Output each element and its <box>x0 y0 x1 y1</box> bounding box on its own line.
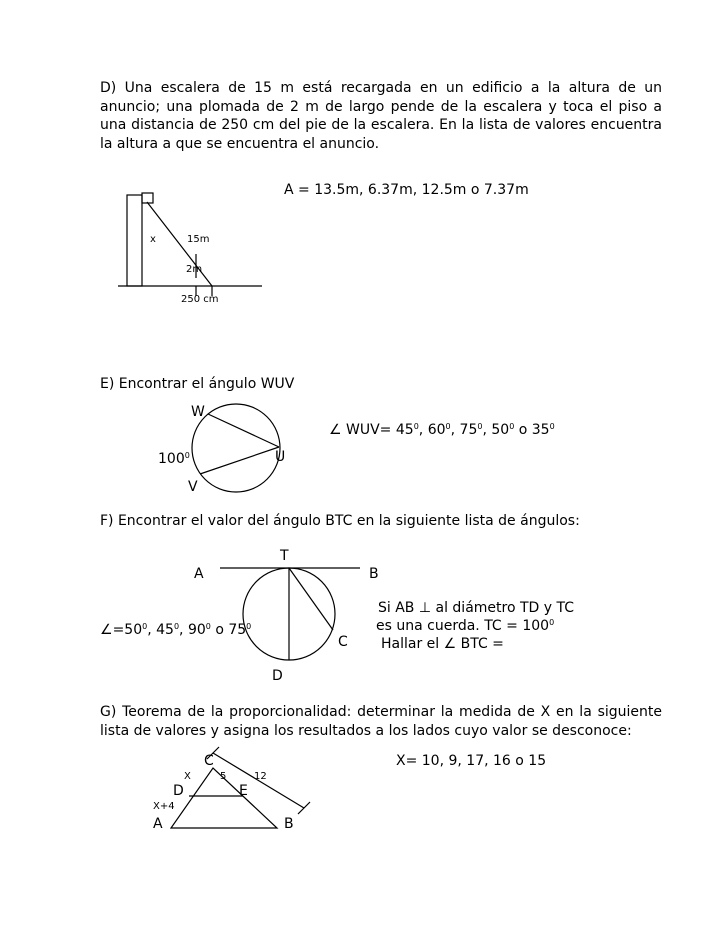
point-u: U <box>275 449 286 465</box>
point-a: A <box>194 566 204 582</box>
point-b: B <box>369 566 379 582</box>
label-distance: 250 cm <box>181 294 219 305</box>
label-plumb-length: 2m <box>186 264 203 275</box>
problem-d-answers: A = 13.5m, 6.37m, 12.5m o 7.37m <box>284 182 529 198</box>
problem-d-statement: D) Una escalera de 15 m está recargada en un edificio a la altura de un anuncio; una plomada de 2 m de largo pende de la escalera y toca el piso a una distancia de 250 cm del pie de la escalera. En la lista de valores encuentra la altura a que se encuentra el anuncio. <box>100 80 662 152</box>
label-ladder-length: 15m <box>187 234 210 245</box>
point-a: A <box>153 816 163 832</box>
point-d: D <box>272 668 283 684</box>
angle-icon: ∠ <box>329 422 342 438</box>
point-c: C <box>204 753 214 769</box>
problem-g-answers: X= 10, 9, 17, 16 o 15 <box>396 753 547 769</box>
condition-line-1: Si AB ⊥ al diámetro TD y TC <box>378 600 575 616</box>
label-x: X <box>184 771 191 782</box>
angle-icon: ∠ <box>100 622 113 638</box>
problem-f-answers: $\angle=50^0$, $45^0$, $90^0$ o $75^0$ <box>100 622 252 638</box>
condition-line-2: es una cuerda. TC = $100^0$ <box>376 618 555 634</box>
condition-line-3: Hallar el ∠ BTC = <box>381 636 504 652</box>
problem-e-statement: E) Encontrar el ángulo WUV <box>100 376 295 392</box>
point-t: T <box>280 548 289 564</box>
problem-e-answers: ∠ $WUV= 45^0$, $60^0$, $75^0$, $50^0$ o $35^0$ <box>329 422 555 438</box>
arc-measure: $100^0$ <box>158 451 190 467</box>
label-5: 5 <box>220 771 227 782</box>
point-d: D <box>173 783 184 799</box>
point-b: B <box>284 816 294 832</box>
label-12: 12 <box>254 771 267 782</box>
problem-g-statement: G) Teorema de la proporcionalidad: determinar la medida de X en la siguiente lista de valores y asigna los resultados a los lados cuyo valor se desconoce: <box>100 704 662 739</box>
label-x-plus-4: X+4 <box>153 801 175 812</box>
problem-f-statement: F) Encontrar el valor del ángulo BTC en la siguiente lista de ángulos: <box>100 513 580 529</box>
label-x: x <box>150 234 156 245</box>
point-c: C <box>338 634 348 650</box>
point-e: E <box>239 783 248 799</box>
tick-bottom <box>298 802 310 814</box>
point-w: W <box>191 404 205 420</box>
point-v: V <box>188 479 198 495</box>
